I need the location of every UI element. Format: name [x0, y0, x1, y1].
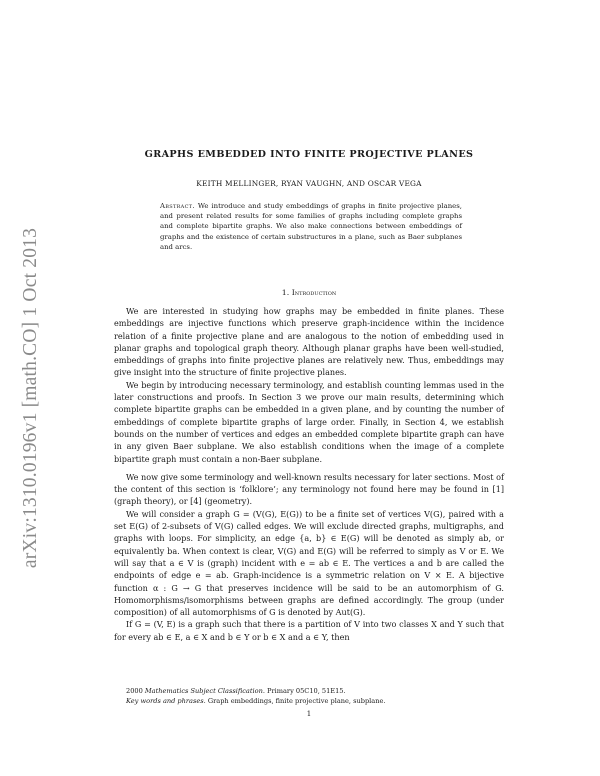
- footnote-msc-codes: Primary 05C10, 51E15.: [267, 687, 346, 695]
- paragraph: If G = (V, E) is a graph such that there is a partition of V into two classes X and Y such that for every ab ∈ E, a ∈ X and b ∈ Y or b ∈ X and a ∈ Y, then: [114, 619, 504, 642]
- arxiv-identifier: arXiv:1310.0196v1 [math.CO] 1 Oct 2013: [20, 227, 41, 569]
- abstract-text: We introduce and study embeddings of graphs in finite projective planes, and present related results for some families of graphs including complete graphs and complete bipartite graphs. We also make connections between embeddings of graphs and the existence of certain substructures in a plane, such as Baer subplanes and arcs.: [160, 202, 462, 251]
- arxiv-stamp: [20, 186, 42, 610]
- body-text: [114, 305, 504, 643]
- paragraph: We are interested in studying how graphs may be embedded in finite planes. These embeddings are injective functions which preserve graph-incidence within the incidence relation of a finite projective plane and are analogous to the notion of embedding used in planar graphs and topological graph theory. Although planar graphs have been well-studied, embeddings of graphs into finite projective planes are relatively new. Thus, embeddings may give insight into the structure of finite projective planes.: [114, 306, 504, 378]
- footnote-msc-label: Mathematics Subject Classification.: [144, 687, 265, 695]
- footnote-keywords-label: Key words and phrases.: [126, 697, 206, 705]
- section-heading: [114, 288, 504, 297]
- page-number: 1: [306, 710, 312, 718]
- paragraph: We begin by introducing necessary terminology, and establish counting lemmas used in the later constructions and proofs. In Section 3 we prove our main results, determining which complete bipartite graphs can be embedded in a given plane, and by counting the number of embeddings of complete bipartite graphs of large order. Finally, in Section 4, we establish bounds on the number of vertices and edges an embedded complete bipartite graph can have in any given Baer subplane. We also establish conditions when the image of a complete bipartite graph must contain a non-Baer subplane.: [114, 379, 504, 464]
- footnotes: [114, 686, 504, 706]
- paper-title: GRAPHS EMBEDDED INTO FINITE PROJECTIVE PLANES: [144, 149, 474, 160]
- paper-authors: KEITH MELLINGER, RYAN VAUGHN, AND OSCAR VEGA: [196, 179, 422, 188]
- abstract-label: Abstract.: [160, 202, 195, 210]
- paragraph: We will consider a graph G = (V(G), E(G)) to be a finite set of vertices V(G), paired with a set E(G) of 2-subsets of V(G) called edges. We will exclude directed graphs, multigraphs, and graphs with loops. For simplicity, an edge {a, b} ∈ E(G) will be denoted as simply ab, or equivalently ba. When context is clear, V(G) and E(G) will be referred to simply as V or E. We will say that a ∈ V is (graph) incident with e = ab ∈ E. The vertices a and b are called the endpoints of edge e = ab. Graph-incidence is a symmetric relation on V × E. A bijective function α : G → G that preserves incidence will be said to be an automorphism of G. Homomorphisms/isomorphisms between graphs are defined accordingly. The group (under composition) of all automorphisms of G is denoted by Aut(G).: [114, 508, 504, 618]
- footnote-msc-year: 2000: [126, 687, 143, 695]
- abstract: [160, 201, 462, 252]
- footnote-msc: [114, 686, 504, 696]
- section-title: Introduction: [291, 288, 337, 297]
- paragraph: We now give some terminology and well-known results necessary for later sections. Most of the content of this section is ‘folklore’; any terminology not found here may be found in [1] (graph theory), or [4] (geometry).: [114, 471, 504, 507]
- footnote-msc-full: [114, 706, 115, 707]
- section-number: 1.: [281, 288, 290, 297]
- footnote-keywords-text: Graph embeddings, finite projective plane, subplane.: [207, 697, 386, 705]
- footnote-keywords: [114, 696, 504, 706]
